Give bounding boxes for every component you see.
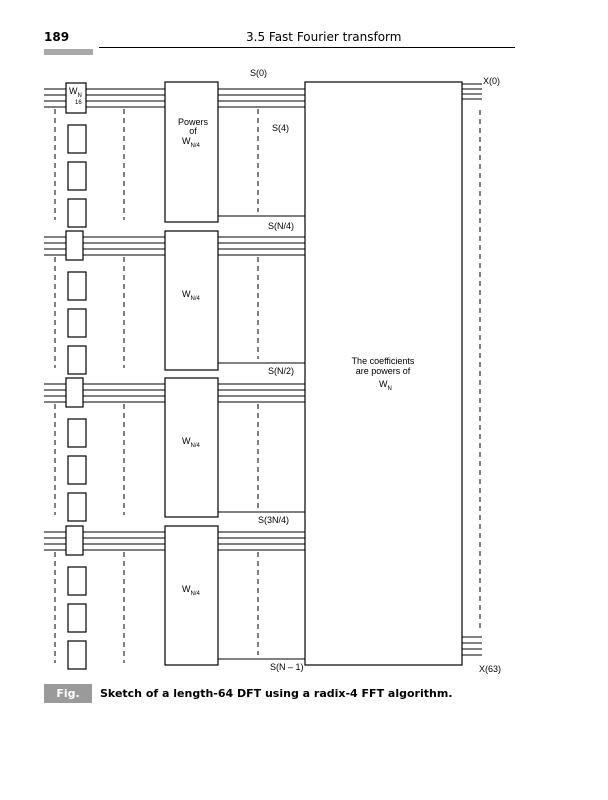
signal-label-s4: S(4) [272, 123, 290, 133]
signal-label-sn2: S(N/2) [268, 366, 295, 376]
butterfly-block [165, 82, 218, 222]
small-box [68, 199, 86, 227]
small-box [68, 125, 86, 153]
figure-tag: Fig. 3.15. [44, 684, 92, 703]
small-box [68, 419, 86, 447]
coefficient-text-1: The coefficients [351, 356, 415, 366]
small-box [68, 604, 86, 632]
block-1-text-2: of [189, 126, 197, 136]
small-box [68, 641, 86, 669]
small-box [68, 309, 86, 337]
block-1-symbol: $W_{N/4}$ [182, 136, 200, 149]
small-box [68, 346, 86, 374]
small-box [68, 272, 86, 300]
signal-label-sn4: S(N/4) [268, 221, 295, 231]
running-title: 3.5 Fast Fourier transform [246, 30, 402, 44]
figure-caption: Sketch of a length-64 DFT using a radix-4 FFT algorithm. [100, 687, 453, 700]
output-label-x63: X(63) [479, 664, 502, 674]
twiddle-box [66, 526, 83, 555]
signal-label-s0: S(0) [250, 68, 268, 78]
coefficient-text-2: are powers of [355, 366, 411, 376]
twiddle-exponent: 16 [75, 100, 82, 106]
block-1-text-1: Powers [177, 117, 209, 127]
small-box [68, 456, 86, 484]
small-box [68, 162, 86, 190]
block-2-symbol: $W_{N/4}$ [182, 289, 200, 302]
small-box [68, 493, 86, 521]
page-number: 189 [44, 30, 70, 44]
signal-label-sn1: S(N – 1) [270, 662, 304, 672]
twiddle-box [66, 231, 83, 260]
block-3-symbol: $W_{N/4}$ [182, 436, 200, 449]
twiddle-symbol: $W_N$ [69, 86, 82, 99]
signal-label-s3n4: S(3N/4) [258, 515, 290, 525]
output-label-x0: X(0) [483, 76, 501, 86]
twiddle-box [66, 378, 83, 407]
block-4-symbol: $W_{N/4}$ [182, 584, 200, 597]
small-box [68, 567, 86, 595]
coefficient-symbol: $W_N$ [379, 379, 392, 392]
